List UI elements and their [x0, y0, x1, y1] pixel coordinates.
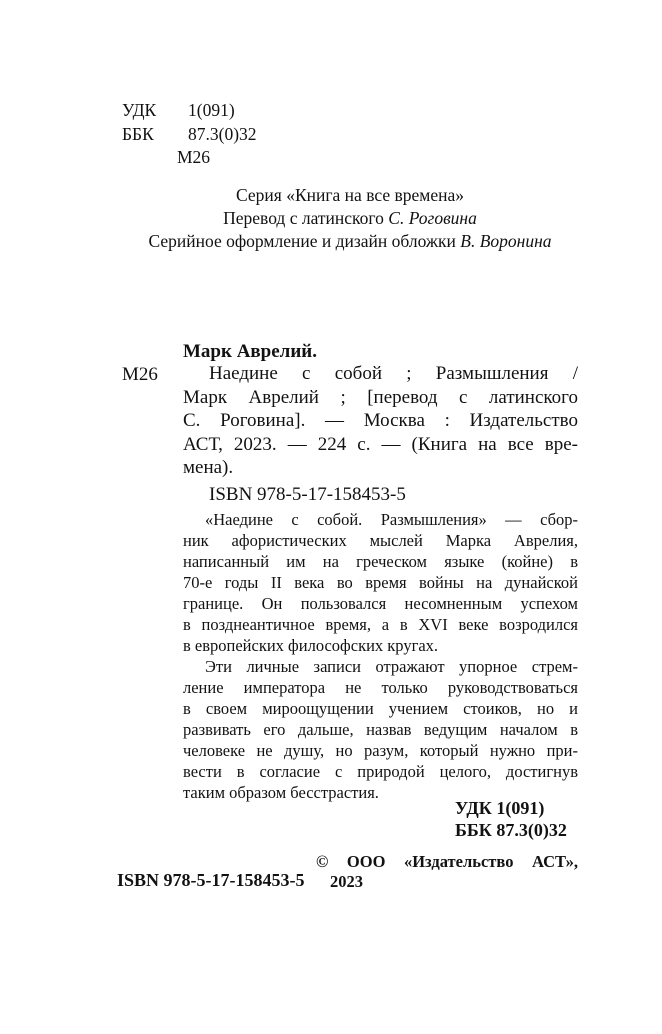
annotation-paragraph-1 [183, 509, 578, 656]
isbn-footer: ISBN 978-5-17-158453-5 [117, 870, 305, 890]
catalog-author-sign: М26 [122, 364, 158, 385]
annotation-paragraph-2 [183, 656, 578, 803]
footer-udk: УДК 1(091) [455, 798, 545, 818]
text-line: в позднеантичное время, а в XVI веке возродился [183, 615, 578, 634]
text-line: мена). [183, 457, 234, 478]
top-codes-block [122, 99, 257, 170]
text-line: в европейских философских кругах. [183, 636, 439, 655]
copyright-block [316, 852, 578, 891]
text-line: АСТ, 2023. — 224 с. — (Книга на все вре- [183, 433, 578, 455]
text-line: Эти личные записи отражают упорное стрем- [205, 657, 578, 676]
text-line: границе. Он пользовался несомненным успехом [183, 594, 578, 613]
text-line: в своем мироощущении учением стоиков, но и [183, 699, 578, 718]
catalog-description [183, 362, 578, 480]
author-sign: М26 [177, 147, 211, 167]
text-line: развивать его дальше, назвав ведущим началом в [183, 720, 578, 739]
text-line: Наедине с собой ; Размышления / [209, 363, 578, 384]
design-credit [122, 230, 578, 253]
text-line: написанный им на греческом языке (койне) в [183, 552, 578, 571]
translation-credit-prefix: Перевод с латинского [223, 207, 389, 228]
text-line: «Наедине с собой. Размышления» — сбор- [205, 510, 578, 529]
text-line: вести в согласие с природой целого, достигнув [183, 762, 578, 781]
text-line: Марк Аврелий ; [перевод с латинского [183, 386, 578, 408]
series-block [122, 184, 578, 252]
udk-value: 1(091) [188, 100, 235, 120]
translation-credit [122, 207, 578, 230]
footer-bbk: ББК 87.3(0)32 [455, 820, 567, 840]
copyright-line: © ООО «Издательство АСТ», [316, 852, 578, 871]
text-line: человеке не душу, но разум, который нужно при- [183, 741, 578, 760]
series-title: Серия «Книга на все времена» [236, 185, 464, 205]
text-line: ник афористических мыслей Марка Аврелия, [183, 531, 578, 550]
text-line: 70-е годы II века во время войны на дунайской [183, 573, 578, 592]
isbn-catalog: ISBN 978-5-17-158453-5 [209, 484, 406, 505]
designer-name: В. Воронина [460, 230, 552, 251]
copyright-year: 2023 [330, 871, 363, 891]
annotation-block [183, 509, 578, 803]
udk-label: УДК [122, 100, 157, 120]
bbk-line [122, 123, 257, 147]
text-line: ление императора не только руководствоваться [183, 678, 578, 697]
text-line: С. Роговина]. — Москва : Издательство [183, 410, 578, 431]
author-heading: Марк Аврелий. [183, 341, 317, 362]
design-credit-prefix: Серийное оформление и дизайн обложки [148, 230, 461, 251]
udk-line [122, 99, 257, 123]
text-line: таким образом бесстрастия. [183, 783, 379, 802]
translator-name: С. Роговина [388, 207, 477, 228]
bbk-value: 87.3(0)32 [188, 123, 257, 144]
footer-codes-block [455, 797, 567, 841]
bbk-label: ББК [122, 123, 154, 144]
